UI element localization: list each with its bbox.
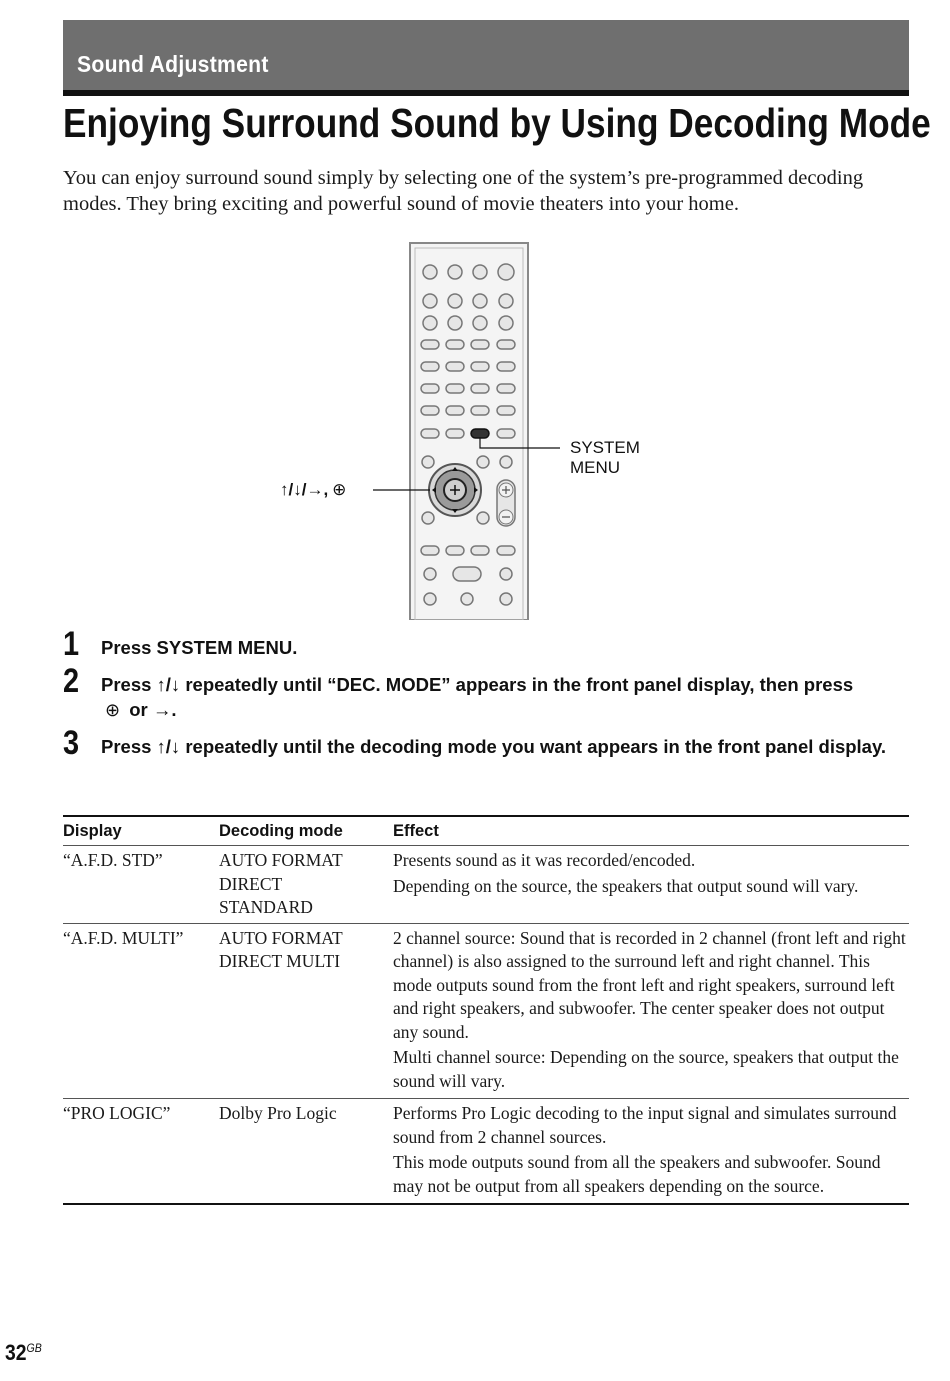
effect-paragraph: Depending on the source, the speakers that output sound will vary. [393, 875, 859, 896]
table-row [63, 923, 909, 1099]
column-header-effect: Effect [393, 816, 909, 846]
enter-icon: ⊕ [105, 700, 121, 720]
effect-cell [393, 846, 909, 924]
table-row [63, 1099, 909, 1205]
mode-line: STANDARD [219, 897, 313, 917]
decoding-mode-cell [219, 1099, 393, 1205]
effect-paragraph: 2 channel source: Sound that is recorded in 2 channel (front left and right channel) is also assigned to the surround left and right channel. This mode outputs sound from the front left and right speakers, surround left and right speakers, and subwoofer. The center speaker does not output any sound. [393, 927, 906, 1042]
display-cell: “A.F.D. STD” [63, 850, 163, 870]
step-1 [63, 625, 913, 662]
page-number-suffix: GB [26, 1341, 42, 1355]
table-row [63, 846, 909, 924]
effect-paragraph: Presents sound as it was recorded/encoded. [393, 850, 696, 870]
effect-paragraph: Multi channel source: Depending on the source, speakers that output the sound will vary. [393, 1047, 899, 1091]
step-text: Press ↑/↓ repeatedly until the decoding mode you want appears in the front panel display. [101, 736, 887, 757]
intro-paragraph: You can enjoy surround sound simply by selecting one of the system’s pre-programmed decoding modes. They bring exciting and powerful sound of movie theaters into your home. [63, 167, 864, 215]
instruction-steps [63, 625, 913, 786]
step-3 [63, 724, 913, 786]
arrow-keys-label: ↑/↓/→, [280, 480, 329, 499]
remote-control-figure [270, 240, 670, 620]
mode-line: DIRECT [219, 873, 283, 894]
step-number: 2 [63, 662, 80, 700]
callout-system-line1: SYSTEM [570, 438, 640, 457]
step-text-b: or →. [129, 699, 177, 720]
display-cell: “PRO LOGIC” [63, 1099, 219, 1205]
arrow-keys-callout [280, 480, 346, 500]
effect-paragraph: This mode outputs sound from all the speakers and subwoofer. Sound may not be output from all speakers depending on the source. [393, 1152, 881, 1196]
column-header-display: Display [63, 816, 219, 846]
system-menu-callout [570, 438, 640, 478]
step-text: Press SYSTEM MENU. [101, 637, 298, 658]
mode-line: AUTO FORMAT [219, 850, 343, 870]
section-header-bar [63, 20, 909, 96]
step-number: 1 [63, 625, 80, 663]
decoding-mode-table [63, 815, 909, 1205]
enter-icon: ⊕ [332, 480, 347, 499]
page-number-value: 32 [5, 1340, 27, 1365]
remote-control-illustration [270, 240, 670, 620]
mode-line: DIRECT MULTI [219, 951, 341, 971]
decoding-mode-cell [219, 846, 393, 924]
page-number [5, 1340, 42, 1366]
callout-system-line2: MENU [570, 458, 621, 477]
effect-cell [393, 923, 909, 1099]
column-header-decoding-mode: Decoding mode [219, 816, 393, 846]
table-header-row [63, 816, 909, 846]
mode-line: AUTO FORMAT [219, 927, 343, 948]
page-title: Enjoying Surround Sound by Using Decoding Mode [63, 100, 931, 146]
step-number: 3 [63, 724, 80, 762]
step-2 [63, 662, 913, 724]
decoding-mode-cell [219, 923, 393, 1099]
step-text-a: Press ↑/↓ repeatedly until “DEC. MODE” appears in the front panel display, then press [101, 674, 854, 695]
effect-paragraph: Performs Pro Logic decoding to the input signal and simulates surround sound from 2 channel sources. [393, 1103, 897, 1147]
display-cell: “A.F.D. MULTI” [63, 923, 219, 1099]
section-label: Sound Adjustment [77, 51, 269, 77]
effect-cell [393, 1099, 909, 1205]
mode-line: Dolby Pro Logic [219, 1103, 337, 1123]
